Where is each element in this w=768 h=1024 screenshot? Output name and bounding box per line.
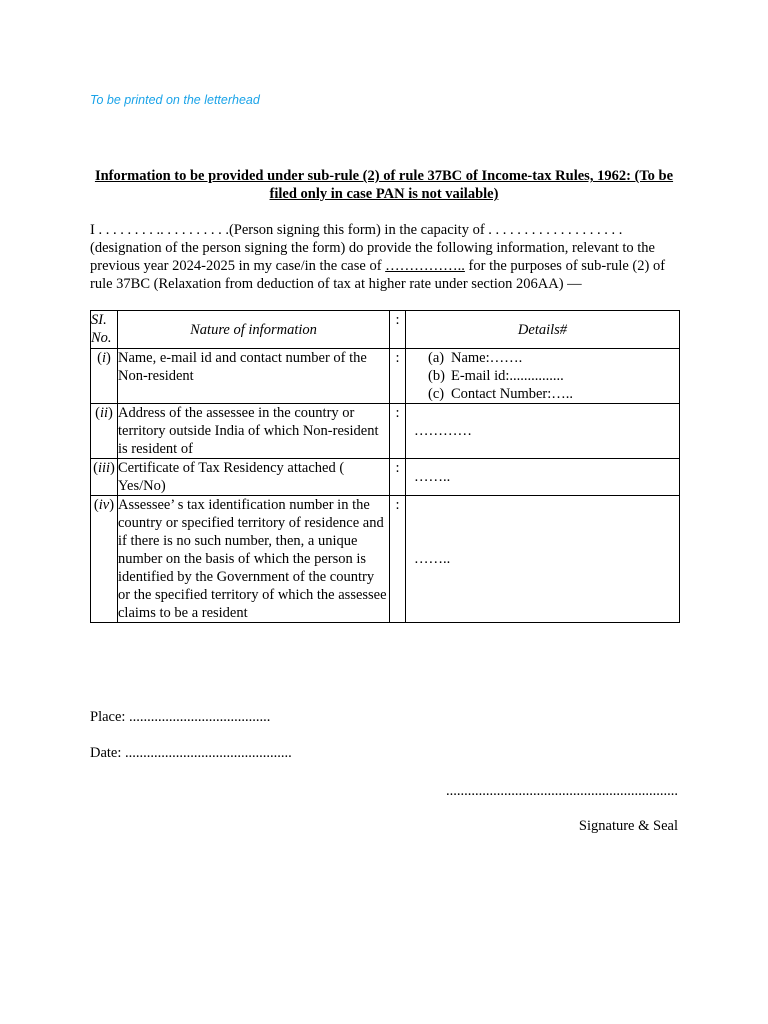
row-nature: Name, e-mail id and contact number of the Non-resident bbox=[118, 349, 390, 404]
header-si-no: SI. No. bbox=[91, 311, 118, 349]
header-details: Details# bbox=[406, 311, 680, 349]
date-field: Date: .............................................. bbox=[90, 745, 292, 761]
table-row bbox=[91, 349, 680, 404]
header-colon: : bbox=[390, 311, 406, 349]
row-details: ………… bbox=[406, 404, 680, 459]
contact-details-list bbox=[406, 349, 679, 403]
row-number: (i) bbox=[91, 349, 118, 404]
row-details: …….. bbox=[406, 459, 680, 496]
row-nature: Assessee’ s tax identification number in the country or specified territory of residence and if there is no such number, then, a unique number on the basis of which the person is identified by the Government of the country or the specified territory of which the assessee claims to be a resident bbox=[118, 496, 390, 623]
information-table bbox=[90, 310, 680, 623]
table-header-row bbox=[91, 311, 680, 349]
intro-paragraph bbox=[90, 221, 678, 293]
row-number: (iv) bbox=[91, 496, 118, 623]
signature-label: Signature & Seal bbox=[578, 818, 678, 834]
row-details bbox=[406, 349, 680, 404]
row-colon: : bbox=[390, 459, 406, 496]
row-number: (iii) bbox=[91, 459, 118, 496]
intro-text-1: I . . . . . . . . .. . . . . . . . . .(Person signing this form) in the capacity of . . . . . . . . . . . . . . . . . . . (designation of the person signing the form) do provide the following information, relevant to the previous year 2024-2025 in my case/in the case of bbox=[90, 222, 655, 274]
place-field: Place: ....................................... bbox=[90, 709, 271, 725]
list-item: (b) E-mail id:............... bbox=[428, 368, 564, 384]
row-number: (ii) bbox=[91, 404, 118, 459]
row-colon: : bbox=[390, 404, 406, 459]
row-nature: Certificate of Tax Residency attached ( Yes/No) bbox=[118, 459, 390, 496]
signature-line: ................................................................ bbox=[446, 783, 678, 799]
list-item: (a) Name:……. bbox=[428, 350, 523, 366]
list-item: (c) Contact Number:….. bbox=[428, 386, 574, 402]
form-title: Information to be provided under sub-rule (2) of rule 37BC of Income-tax Rules, 1962: (To be filed only in case PAN is not vailable) bbox=[94, 168, 674, 202]
table-row bbox=[91, 404, 680, 459]
intro-blank: …………….. bbox=[385, 258, 465, 274]
header-nature: Nature of information bbox=[118, 311, 390, 349]
table-row bbox=[91, 459, 680, 496]
row-colon: : bbox=[390, 496, 406, 623]
row-details: …….. bbox=[406, 496, 680, 623]
row-colon: : bbox=[390, 349, 406, 404]
letterhead-note: To be printed on the letterhead bbox=[90, 93, 260, 107]
intro-text-2: for the purposes of sub-rule (2) of rule 37BC (Relaxation from deduction of tax at higher rate under section 206AA) — bbox=[90, 258, 666, 292]
row-nature: Address of the assessee in the country or territory outside India of which Non-resident is resident of bbox=[118, 404, 390, 459]
table-row bbox=[91, 496, 680, 623]
